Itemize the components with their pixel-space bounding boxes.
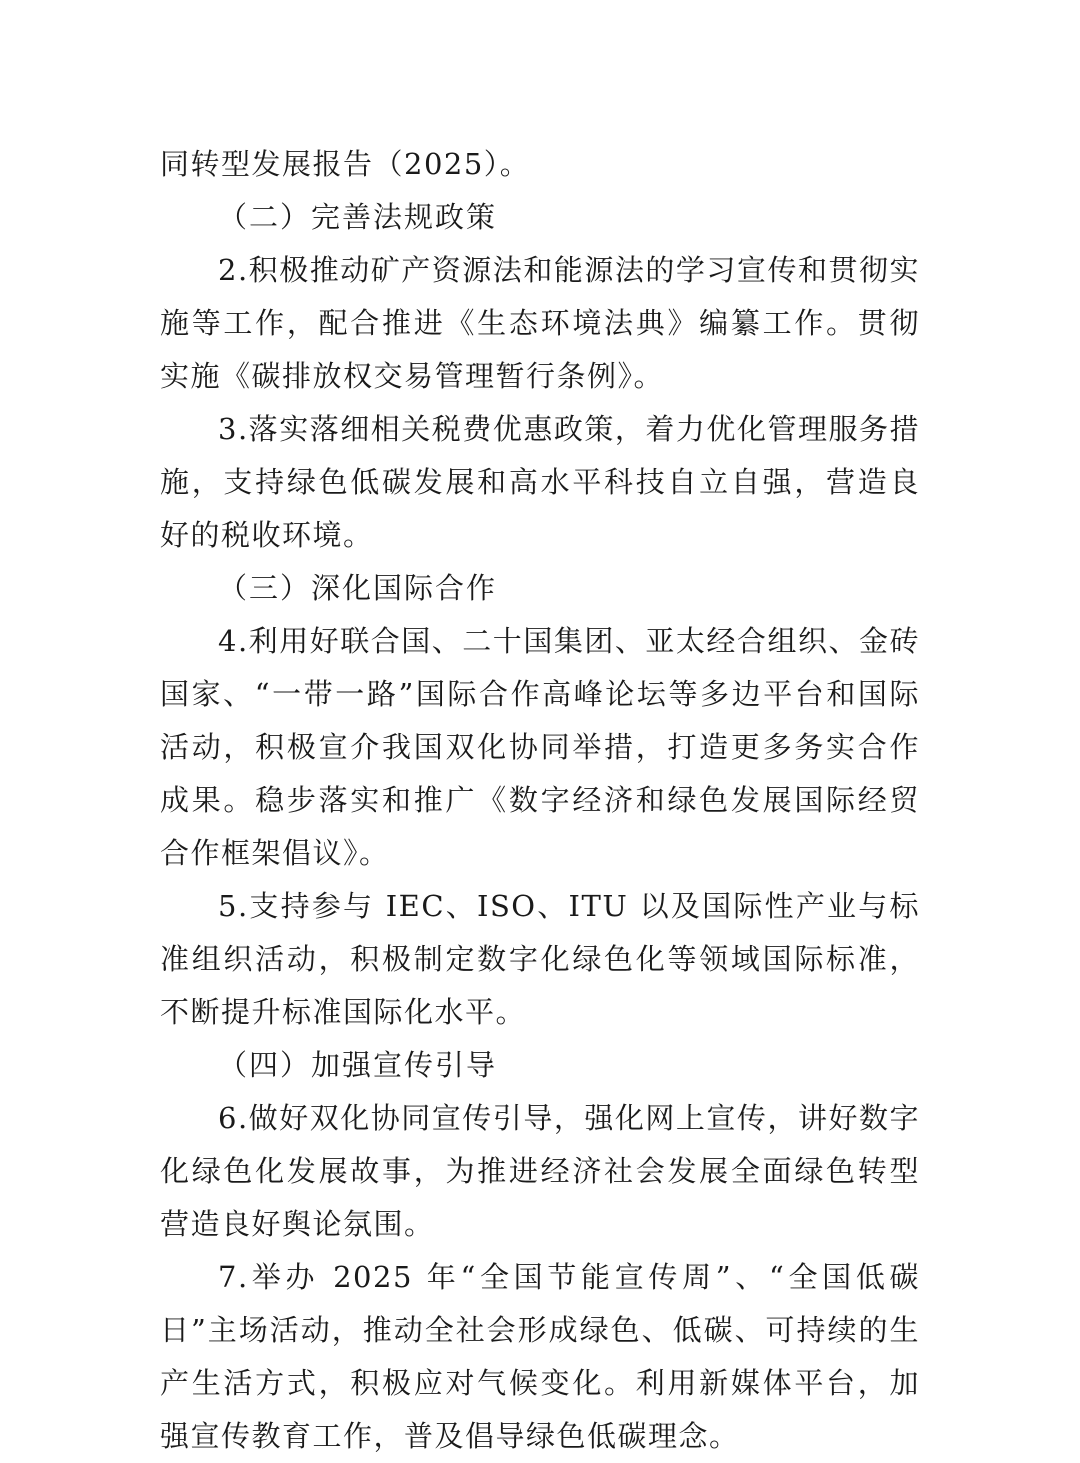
paragraph-continuation: 同转型发展报告（2025）。: [160, 147, 531, 181]
document-page: [160, 138, 920, 1463]
paragraph-item-3: 3.落实落细相关税费优惠政策，着力优化管理服务措施，支持绿色低碳发展和高水平科技自立自强，营造良好的税收环境。: [160, 412, 920, 552]
paragraph-item-4: 4.利用好联合国、二十国集团、亚太经合组织、金砖国家、“一带一路”国际合作高峰论坛等多边平台和国际活动，积极宣介我国双化协同举措，打造更多务实合作成果。稳步落实和推广《数字经济和绿色发展国际经贸合作框架倡议》。: [160, 624, 920, 870]
section-heading-4: （四）加强宣传引导: [218, 1048, 498, 1082]
paragraph-item-2: 2.积极推动矿产资源法和能源法的学习宣传和贯彻实施等工作，配合推进《生态环境法典》编纂工作。贯彻实施《碳排放权交易管理暂行条例》。: [160, 253, 920, 393]
section-heading-2: （二）完善法规政策: [218, 200, 498, 234]
paragraph-item-5: 5.支持参与 IEC、ISO、ITU 以及国际性产业与标准组织活动，积极制定数字化绿色化等领域国际标准，不断提升标准国际化水平。: [160, 889, 920, 1029]
paragraph-item-7: 7.举办 2025 年“全国节能宣传周”、“全国低碳日”主场活动，推动全社会形成绿色、低碳、可持续的生产生活方式，积极应对气候变化。利用新媒体平台，加强宣传教育工作，普及倡导绿色低碳理念。: [160, 1260, 920, 1453]
paragraph-item-6: 6.做好双化协同宣传引导，强化网上宣传，讲好数字化绿色化发展故事，为推进经济社会发展全面绿色转型营造良好舆论氛围。: [160, 1101, 920, 1241]
section-heading-3: （三）深化国际合作: [218, 571, 498, 605]
